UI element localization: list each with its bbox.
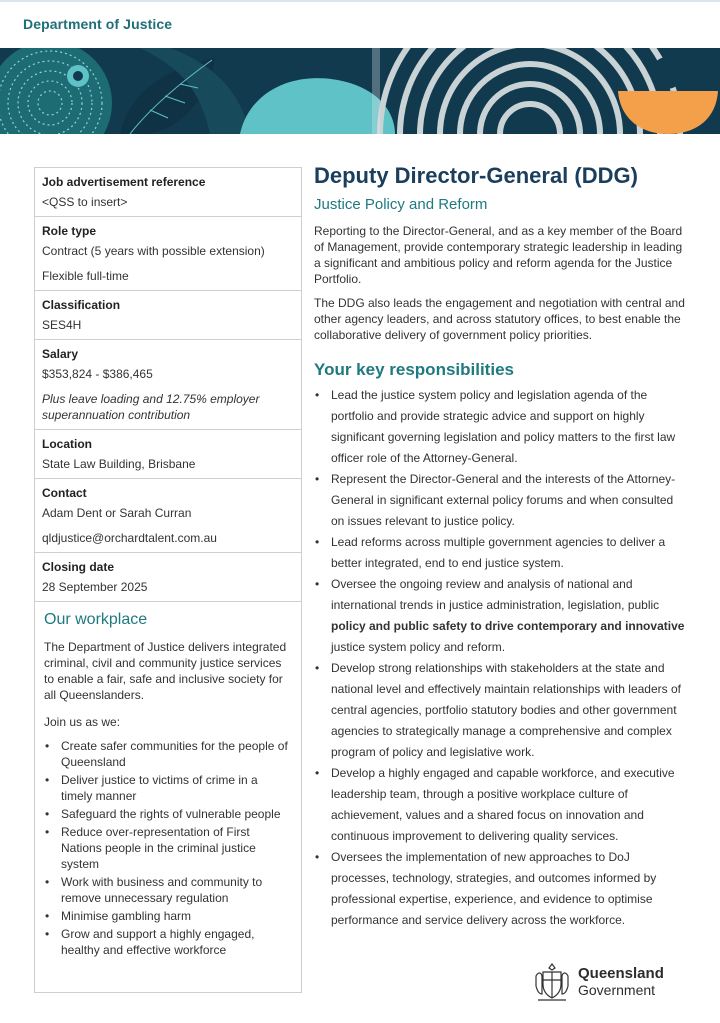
bullet-icon: •: [45, 739, 50, 753]
job-summary-sidebar: [34, 167, 302, 993]
bullet-icon: •: [315, 388, 320, 402]
page-title: Deputy Director-General (DDG): [314, 163, 638, 188]
bullet-icon: •: [45, 825, 50, 839]
queensland-crest-icon: [532, 960, 572, 1004]
list-item: • Deliver justice to victims of crime in a timely manner: [45, 773, 258, 803]
workplace-section: [35, 602, 301, 958]
location-value: State Law Building, Brisbane: [42, 457, 196, 471]
bullet-icon: •: [45, 909, 50, 923]
list-item: • Oversee the ongoing review and analysis of national and international trends in justice administration, legislation, public policy and public safety to drive contemporary and innovative justice system policy and reform.: [314, 574, 686, 658]
bullet-icon: •: [315, 472, 320, 486]
list-item: • Develop strong relationships with stakeholders at the state and national level and effectively maintain relationships with leaders of central agencies, portfolio statutory bodies and other government agencies to strategically manage a comprehensive and complex program of policy and legislative work.: [314, 658, 686, 763]
role-type-label: Role type: [42, 224, 97, 238]
closing-date-value: 28 September 2025: [42, 580, 148, 594]
role-type-section: [35, 217, 301, 291]
location-section: [35, 430, 301, 479]
classification-value: SES4H: [42, 318, 82, 332]
page-subtitle: Justice Policy and Reform: [314, 196, 488, 213]
bullet-icon: •: [315, 535, 320, 549]
list-item: • Oversees the implementation of new approaches to DoJ processes, technology, strategies, and outcomes informed by professional expertise, experience, and evidence to optimise performance and service delivery across the workforce.: [314, 847, 686, 931]
workplace-join-text: Join us as we:: [44, 715, 121, 729]
location-label: Location: [42, 437, 92, 451]
bullet-icon: •: [315, 661, 320, 675]
intro-paragraph: Reporting to the Director-General, and as a key member of the Board of Management, provide contemporary strategic leadership in leading a significant and ambitious policy and reform agenda for the Justice Portfolio.: [314, 224, 683, 286]
contact-name: Adam Dent or Sarah Curran: [42, 506, 192, 520]
role-description: [314, 160, 686, 931]
contact-email-link[interactable]: qldjustice@orchardtalent.com.au: [42, 531, 217, 545]
workplace-goals-list: [44, 738, 292, 958]
classification-label: Classification: [42, 298, 121, 312]
reference-label: Job advertisement reference: [42, 175, 206, 189]
bullet-icon: •: [45, 927, 50, 941]
list-item: • Represent the Director-General and the interests of the Attorney-General in significant external policy forums and when consulted on issues relevant to justice policy.: [314, 469, 686, 532]
intro-paragraph-2: The DDG also leads the engagement and negotiation with central and other agency leaders, and across statutory offices, to best enable the collaborative delivery of government policy priorities.: [314, 296, 685, 342]
role-type-value: Contract (5 years with possible extension): [42, 244, 265, 258]
bullet-icon: •: [315, 577, 320, 591]
list-item: • Grow and support a highly engaged, healthy and effective workforce: [45, 927, 255, 957]
list-item: • Lead the justice system policy and legislation agenda of the portfolio and provide strategic advice and support on highly significant governing legislation and policy matters to the first law officer role of the Attorney-General.: [314, 385, 686, 469]
list-item: • Reduce over-representation of First Nations people in the criminal justice system: [45, 825, 256, 871]
salary-section: [35, 340, 301, 430]
department-name: Department of Justice: [23, 16, 173, 32]
list-item: • Minimise gambling harm: [45, 909, 192, 923]
bullet-icon: •: [315, 850, 320, 864]
bullet-icon: •: [315, 766, 320, 780]
contact-label: Contact: [42, 486, 87, 500]
top-rule: [0, 0, 720, 2]
responsibilities-heading: Your key responsibilities: [314, 360, 514, 379]
bullet-icon: •: [45, 875, 50, 889]
closing-date-label: Closing date: [42, 560, 115, 574]
banner-artwork: [0, 48, 720, 134]
logo-line-government: Government: [578, 982, 656, 998]
bullet-icon: •: [45, 807, 50, 821]
workplace-heading: Our workplace: [44, 611, 148, 628]
reference-section: [35, 168, 301, 217]
contact-section: [35, 479, 301, 553]
list-item: • Lead reforms across multiple government agencies to deliver a better integrated, end to end justice system.: [314, 532, 686, 574]
logo-line-queensland: Queensland: [578, 965, 664, 982]
salary-value: $353,824 - $386,465: [42, 367, 153, 381]
salary-note: Plus leave loading and 12.75% employer superannuation contribution: [42, 392, 260, 422]
closing-date-section: [35, 553, 301, 602]
list-item: • Create safer communities for the people of Queensland: [45, 739, 288, 769]
classification-section: [35, 291, 301, 340]
queensland-government-logo: [532, 960, 662, 1004]
list-item: • Work with business and community to remove unnecessary regulation: [45, 875, 263, 905]
logo-wordmark: [578, 966, 664, 998]
header-banner: [0, 48, 720, 134]
salary-label: Salary: [42, 347, 79, 361]
workplace-description: The Department of Justice delivers integrated criminal, civil and community justice services to enable a fair, safe and inclusive society for all Queenslanders.: [44, 640, 287, 702]
bullet-icon: •: [45, 773, 50, 787]
reference-value: <QSS to insert>: [42, 195, 128, 209]
responsibilities-list: [314, 385, 686, 931]
role-type-hours: Flexible full-time: [42, 269, 129, 283]
list-item: • Safeguard the rights of vulnerable people: [45, 807, 281, 821]
list-item: • Develop a highly engaged and capable workforce, and executive leadership team, through a positive workplace culture of achievement, values and a shared focus on innovation and continuous improvement to delivering quality services.: [314, 763, 686, 847]
